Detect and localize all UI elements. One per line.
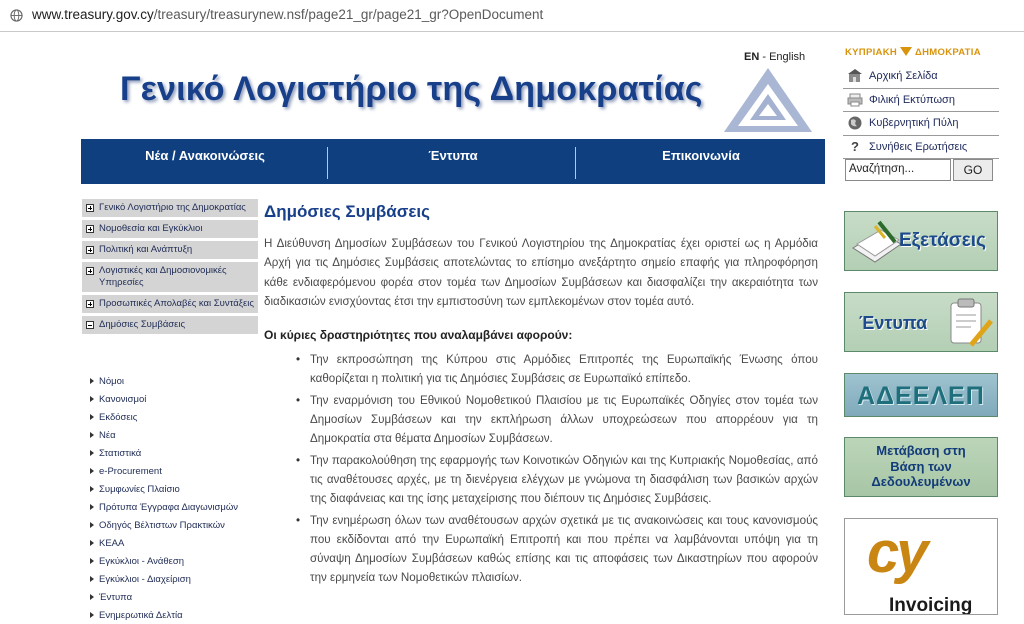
bullet-arrow-icon <box>90 576 94 582</box>
menu-item-label: Νομοθεσία και Εγκύκλιοι <box>99 223 203 234</box>
submenu-item[interactable] <box>90 390 270 408</box>
bullet-arrow-icon <box>90 378 94 384</box>
invoicing-label: Invoicing <box>889 595 973 615</box>
expand-icon <box>86 267 94 275</box>
intro-paragraph: Η Διεύθυνση Δημοσίων Συμβάσεων του Γενικού Λογιστηρίου της Δημοκρατίας έχει οριστεί ως η Αρμόδια Αρχή για τις Δημόσιες Συμβάσεις αποτελώντας το επίσημο ανεξάρτητο σημείο επαφής για πληροφόρηση κάθε ενδιαφερόμενου φορέα στον τομέα των Δημοσίων Συμβάσεων και διασφαλίζει την ακεραιότητα των διαδικασιών ενισχύοντας έτσι την εμπιστοσύνη των εμπλεκομένων στον τομέα αυτό. <box>264 237 818 308</box>
submenu-item-label: Έντυπα <box>99 591 133 603</box>
left-menu <box>82 199 258 337</box>
menu-item-personal-earnings[interactable] <box>82 295 258 313</box>
lang-code: EN <box>744 51 760 63</box>
submenu-item-label: ΚΕΑΑ <box>99 537 125 549</box>
clipboard-icon <box>941 297 995 349</box>
site-search <box>845 159 1001 182</box>
accrual-line-1: Μετάβαση στη <box>876 443 966 458</box>
list-item: • Την παρακολούθηση της εφαρμογής των Κοινοτικών Οδηγιών και της Κυπριακής Νομοθεσίας, από τις αναθέτουσες αρχές, με τη διενέργεια ελέγχων με γνώμονα τη διασφάλιση των βασικών αρχών της διαφάνειας και της ίσης μεταχείρισης που διέπουν τις Δημόσιες Συμβάσεις. <box>310 451 818 509</box>
site-title[interactable]: Γενικό Λογιστήριο της Δημοκρατίας <box>120 70 703 108</box>
submenu-item-label: Πρότυπα Έγγραφα Διαγωνισμών <box>99 501 239 513</box>
menu-item-label: Γενικό Λογιστήριο της Δημοκρατίας <box>99 202 246 213</box>
link-gov-portal-label: Κυβερνητική Πύλη <box>869 117 959 130</box>
bullet-arrow-icon <box>90 558 94 564</box>
bullet-arrow-icon <box>90 504 94 510</box>
submenu-item[interactable] <box>90 534 270 552</box>
question-icon: ? <box>851 139 859 155</box>
adeelep-banner-label: ΑΔΕΕΛΕΠ <box>857 382 985 410</box>
accrual-line-2: Βάση των <box>890 458 952 474</box>
submenu-item[interactable] <box>90 444 270 462</box>
submenu-item-label: Κανονισμοί <box>99 393 147 405</box>
submenu-item-label: Στατιστικά <box>99 447 142 459</box>
submenu-item[interactable] <box>90 372 270 390</box>
submenu-item[interactable] <box>90 498 270 516</box>
home-icon <box>845 68 865 84</box>
exams-banner-label: Εξετάσεις <box>899 230 986 251</box>
nav-news[interactable]: Νέα / Ανακοινώσεις <box>145 148 265 163</box>
submenu-item[interactable] <box>90 408 270 426</box>
address-bar[interactable] <box>0 0 1024 32</box>
treasury-logo <box>722 66 814 134</box>
activities-subheading: Οι κύριες δραστηριότητες που αναλαμβάνει αφορούν: <box>264 328 573 343</box>
bullet-arrow-icon <box>90 468 94 474</box>
cy-invoicing-banner[interactable] <box>844 518 998 615</box>
submenu-item-label: Ενημερωτικά Δελτία <box>99 609 183 621</box>
globe-icon <box>10 9 23 22</box>
printer-icon <box>845 92 865 108</box>
bullet-arrow-icon <box>90 522 94 528</box>
menu-item-policy[interactable] <box>82 241 258 259</box>
link-faq[interactable] <box>843 136 999 160</box>
accrual-line-3: Δεδουλευμένων <box>871 474 971 489</box>
link-home-label: Αρχική Σελίδα <box>869 70 938 83</box>
menu-item-label: Λογιστικές και Δημοσιονομικές Υπηρεσίες <box>99 265 227 288</box>
submenu-item-label: Νόμοι <box>99 375 125 387</box>
activities-list <box>264 350 818 588</box>
link-print[interactable] <box>843 89 999 113</box>
quick-links <box>843 65 999 159</box>
page-title: Δημόσιες Συμβάσεις <box>264 202 430 221</box>
exam-papers-icon <box>849 218 905 266</box>
collapse-icon <box>86 321 94 329</box>
lang-name: English <box>769 51 806 63</box>
link-home[interactable] <box>843 65 999 89</box>
nav-forms[interactable]: Έντυπα <box>428 148 478 163</box>
submenu-item-label: Εκδόσεις <box>99 411 138 423</box>
brand-left: ΚΥΠΡΙΑΚΗ <box>845 47 898 58</box>
bullet-arrow-icon <box>90 396 94 402</box>
url-domain: www.treasury.gov.cy <box>32 7 154 22</box>
list-item: • Την ενημέρωση όλων των αναθέτουσων αρχών σχετικά με τις ανακοινώσεις και τους κανονισμούς που εκδίδονται από την Ευρωπαϊκή Επιτροπή και που πρέπει να λαμβάνονται υπόψη για τη σύναψη Δημοσίων Συμβάσεων καθώς επίσης και τις αποφάσεις των Δικαστηρίων που αφορούν την ερμηνεία των Νομοθετικών πλαισίων. <box>310 511 818 588</box>
nav-divider <box>575 147 576 179</box>
list-item: • Την εναρμόνιση του Εθνικού Νομοθετικού Πλαισίου με τις Ευρωπαϊκές Οδηγίες στον τομέα των Δημοσίων Συμβάσεων και την εκπλήρωση άλλων υποχρεώσεων που απορρέουν για τη Δημοκρατία στα θέματα Δημοσίων Συμβάσεων. <box>310 391 818 449</box>
globe-icon <box>845 115 865 131</box>
url-path: /treasury/treasurynew.nsf/page21_gr/page21_gr?OpenDocument <box>153 7 544 22</box>
submenu-item-label: Νέα <box>99 429 116 441</box>
lang-separator: - <box>759 51 770 63</box>
submenu-item-label: Εγκύκλιοι - Διαχείριση <box>99 573 191 585</box>
accrual-banner-label <box>845 443 997 490</box>
forms-banner[interactable] <box>844 292 998 352</box>
forms-banner-label: Έντυπα <box>859 313 928 333</box>
bullet-arrow-icon <box>90 486 94 492</box>
submenu-item-label: e-Procurement <box>99 465 162 477</box>
bullet-arrow-icon <box>90 540 94 546</box>
language-switch[interactable] <box>744 51 805 63</box>
submenu-item[interactable] <box>90 552 270 570</box>
brand-right: ΔΗΜΟΚΡΑΤΙΑ <box>915 47 981 58</box>
menu-item-legislation[interactable] <box>82 220 258 238</box>
cyprus-republic-brand <box>845 46 1000 58</box>
search-go-button[interactable]: GO <box>953 159 993 181</box>
link-print-label: Φιλική Εκτύπωση <box>869 93 955 106</box>
search-input[interactable]: Αναζήτηση... <box>845 159 951 181</box>
submenu-item[interactable] <box>90 462 270 480</box>
submenu-public-procurement <box>90 372 270 624</box>
submenu-item-label: Συμφωνίες Πλαίσιο <box>99 483 180 495</box>
bullet-arrow-icon <box>90 432 94 438</box>
expand-icon <box>86 300 94 308</box>
exams-banner[interactable] <box>844 211 998 271</box>
adeelep-banner[interactable] <box>844 373 998 417</box>
link-gov-portal[interactable] <box>843 112 999 136</box>
nav-divider <box>327 147 328 179</box>
menu-item-general-treasury[interactable] <box>82 199 258 217</box>
submenu-item[interactable] <box>90 426 270 444</box>
submenu-item[interactable] <box>90 588 270 606</box>
link-faq-label: Συνήθεις Ερωτήσεις <box>869 140 968 153</box>
submenu-item[interactable] <box>90 516 270 534</box>
cy-logo: cy <box>867 520 926 585</box>
bullet-arrow-icon <box>90 450 94 456</box>
menu-item-label: Προσωπικές Απολαβές και Συντάξεις <box>99 298 254 309</box>
expand-icon <box>86 246 94 254</box>
menu-item-label: Πολιτική και Ανάπτυξη <box>99 244 193 255</box>
submenu-item-label: Οδηγός Βέλτιστων Πρακτικών <box>99 519 225 531</box>
submenu-item-label: Εγκύκλιοι - Ανάθεση <box>99 555 185 567</box>
nav-contact[interactable]: Επικοινωνία <box>662 148 740 163</box>
menu-item-public-procurement[interactable] <box>82 316 258 334</box>
menu-item-label: Δημόσιες Συμβάσεις <box>99 319 186 330</box>
list-item: • Την εκπροσώπηση της Κύπρου στις Αρμόδιες Επιτροπές της Ευρωπαϊκής Ένωσης όπου καθορίζεται η πολιτική για τις Δημόσιες Συμβάσεις σε Ευρωπαϊκό επίπεδο. <box>310 350 818 389</box>
main-content <box>264 202 818 590</box>
bullet-arrow-icon <box>90 612 94 618</box>
url-text[interactable] <box>32 7 543 22</box>
accrual-basis-banner[interactable] <box>844 437 998 497</box>
submenu-item[interactable] <box>90 480 270 498</box>
submenu-item[interactable] <box>90 570 270 588</box>
menu-item-accounting[interactable] <box>82 262 258 292</box>
expand-icon <box>86 225 94 233</box>
bullet-arrow-icon <box>90 414 94 420</box>
coat-of-arms-icon <box>899 46 913 57</box>
bullet-arrow-icon <box>90 594 94 600</box>
submenu-item[interactable] <box>90 606 270 624</box>
main-navbar <box>81 139 825 184</box>
expand-icon <box>86 204 94 212</box>
